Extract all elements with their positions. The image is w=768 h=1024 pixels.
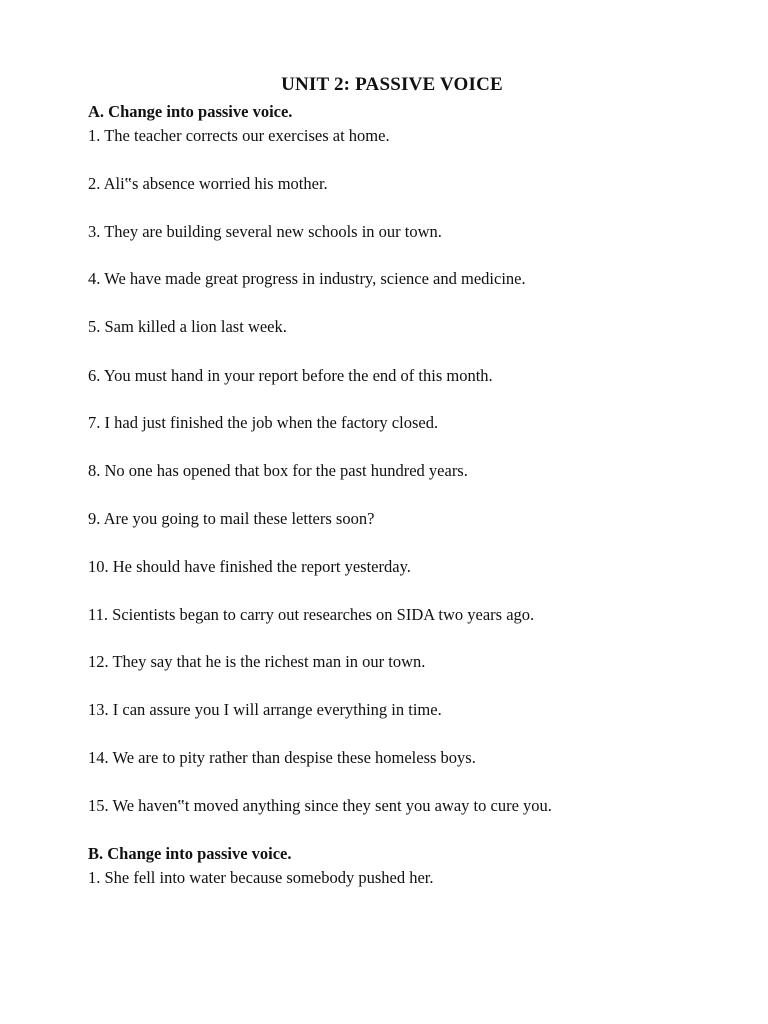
exercise-a-5: 5. Sam killed a lion last week. [88, 317, 287, 336]
section-b-heading: B. Change into passive voice. [88, 844, 292, 863]
exercise-a-13: 13. I can assure you I will arrange everything in time. [88, 700, 442, 719]
exercise-a-14: 14. We are to pity rather than despise these homeless boys. [88, 748, 476, 767]
exercise-a-12: 12. They say that he is the richest man in our town. [88, 652, 426, 671]
exercise-a-8: 8. No one has opened that box for the past hundred years. [88, 461, 468, 480]
exercise-a-4: 4. We have made great progress in industry, science and medicine. [88, 269, 526, 288]
exercise-a-11: 11. Scientists began to carry out researches on SIDA two years ago. [88, 605, 535, 624]
page-title: UNIT 2: PASSIVE VOICE [281, 74, 503, 95]
exercise-a-6: 6. You must hand in your report before the end of this month. [88, 366, 493, 385]
exercise-a-15: 15. We haven‟t moved anything since they sent you away to cure you. [88, 796, 552, 815]
exercise-b-1: 1. She fell into water because somebody pushed her. [88, 868, 434, 887]
section-a-heading: A. Change into passive voice. [88, 102, 293, 121]
exercise-a-9: 9. Are you going to mail these letters soon? [88, 509, 375, 528]
exercise-a-10: 10. He should have finished the report yesterday. [88, 557, 411, 576]
exercise-a-3: 3. They are building several new schools in our town. [88, 222, 442, 241]
exercise-a-7: 7. I had just finished the job when the factory closed. [88, 413, 439, 432]
exercise-a-1: 1. The teacher corrects our exercises at home. [88, 126, 390, 145]
exercise-a-2: 2. Ali‟s absence worried his mother. [88, 174, 328, 193]
